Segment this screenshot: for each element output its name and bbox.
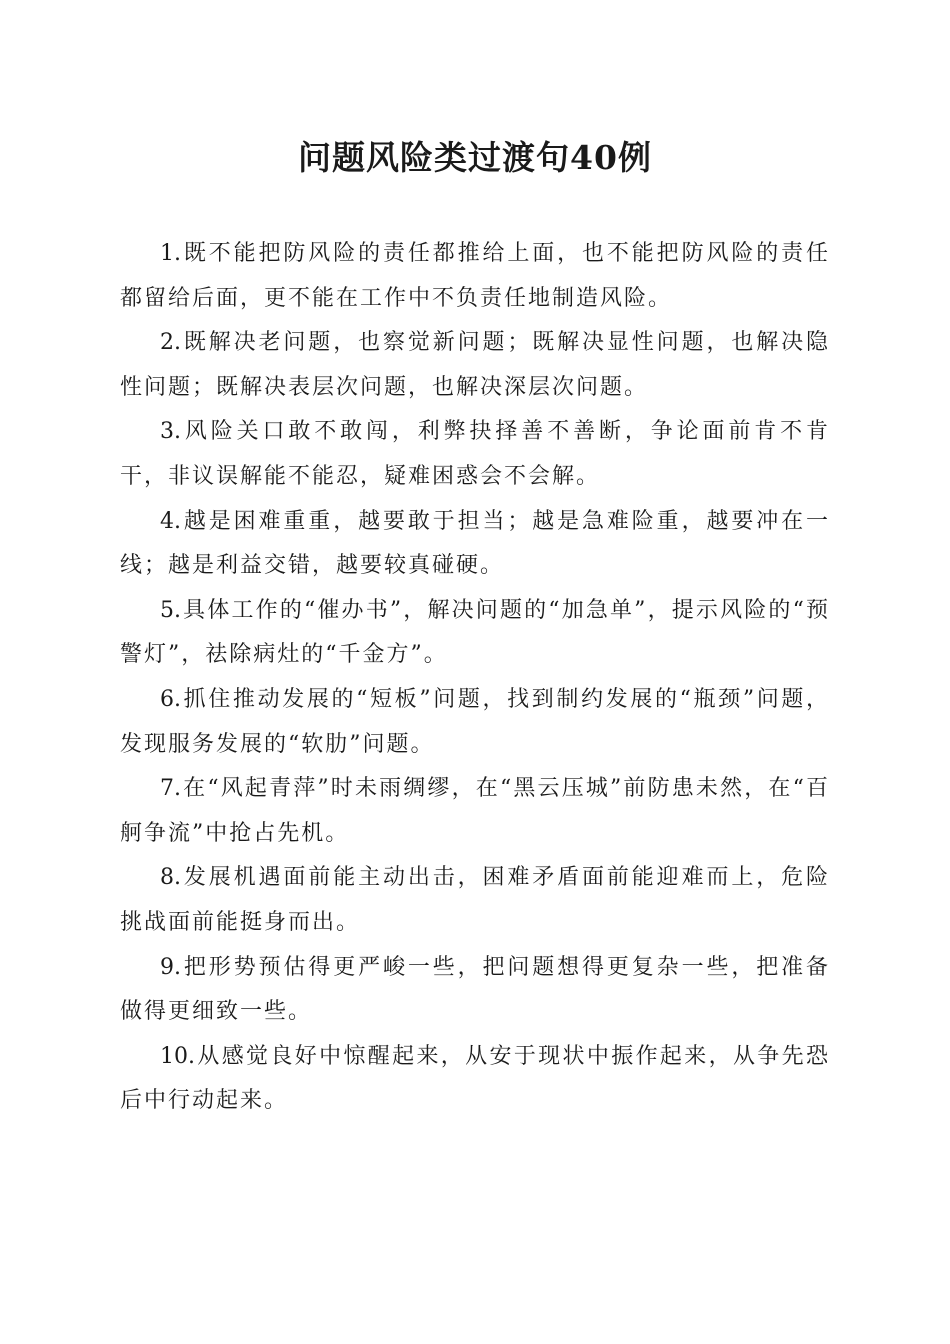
- paragraph-text: 既解决老问题，也察觉新问题；既解决显性问题，也解决隐性问题；既解决表层次问题，也解决深层次问题。: [120, 330, 830, 400]
- paragraph-number: 4.: [160, 508, 181, 534]
- paragraph-7: [120, 767, 830, 856]
- paragraph-number: 9.: [160, 954, 181, 980]
- paragraph-number: 10.: [160, 1043, 195, 1069]
- paragraph-10: [120, 1035, 830, 1124]
- paragraph-6: [120, 678, 830, 767]
- paragraph-text: 在“风起青萍”时未雨绸缪，在“黑云压城”前防患未然，在“百舸争流”中抢占先机。: [120, 776, 830, 846]
- paragraph-text: 把形势预估得更严峻一些，把问题想得更复杂一些，把准备做得更细致一些。: [120, 954, 830, 1025]
- paragraph-9: [120, 946, 830, 1035]
- paragraph-number: 7.: [160, 776, 181, 802]
- paragraph-text: 抓住推动发展的“短板”问题，找到制约发展的“瓶颈”问题，发现服务发展的“软肋”问题。: [120, 686, 830, 757]
- paragraph-number: 8.: [160, 865, 181, 891]
- paragraph-text: 具体工作的“催办书”，解决问题的“加急单”，提示风险的“预警灯”，祛除病灶的“千金方”。: [120, 597, 830, 668]
- paragraph-number: 6.: [160, 686, 181, 712]
- paragraph-1: [120, 232, 830, 321]
- paragraph-2: [120, 321, 830, 410]
- paragraph-3: [120, 410, 830, 499]
- paragraph-number: 5.: [160, 597, 181, 623]
- paragraph-number: 3.: [160, 419, 181, 445]
- paragraph-number: 1.: [160, 241, 181, 266]
- paragraph-text: 风险关口敢不敢闯，利弊抉择善不善断，争论面前肯不肯干，非议误解能不能忍，疑难困惑会不会解。: [120, 419, 830, 489]
- paragraph-text: 发展机遇面前能主动出击，困难矛盾面前能迎难而上，危险挑战面前能挺身而出。: [120, 865, 830, 935]
- paragraph-text: 从感觉良好中惊醒起来，从安于现状中振作起来，从争先恐后中行动起来。: [120, 1043, 830, 1114]
- document-title: 问题风险类过渡句40例: [298, 138, 652, 177]
- paragraph-4: [120, 500, 830, 589]
- paragraph-8: [120, 856, 830, 945]
- paragraph-text: 越是困难重重，越要敢于担当；越是急难险重，越要冲在一线；越是利益交错，越要较真碰硬。: [120, 508, 830, 579]
- paragraph-number: 2.: [160, 330, 181, 356]
- paragraph-5: [120, 589, 830, 678]
- paragraph-text: 既不能把防风险的责任都推给上面，也不能把防风险的责任都留给后面，更不能在工作中不负责任地制造风险。: [120, 241, 830, 311]
- document-body: [120, 232, 830, 1124]
